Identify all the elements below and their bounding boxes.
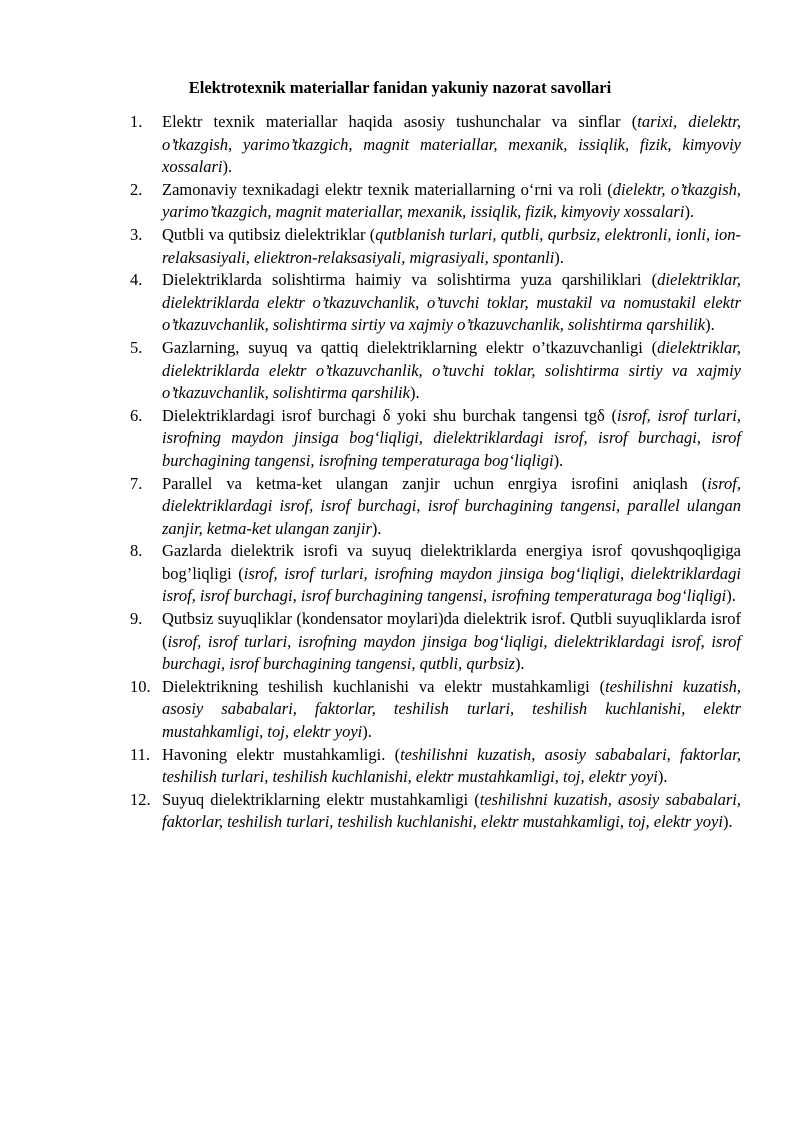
open-paren: ( [651,270,658,290]
close-paren: ). [514,654,525,674]
question-topics: teshilishni kuzatish, asosiy sababalari, faktorlar, teshilish turlari, teshilish kuchlanishi, elektr mustahkamligi, toj, elektr yoyi [162,676,742,742]
close-paren: ). [409,383,420,403]
question-item [100,269,741,337]
question-topics: dielektriklar, dielektriklarda elektr o’tkazuvchanlik, o’tuvchi toklar, solishtirma sirtiy va xajmiy o’tkazuvchanlik, solishtirma qarshilik [162,337,741,403]
question-main-text: Zamonaviy texnikadagi elektr texnik materiallarning o‘rni va roli [162,179,608,199]
question-main-text: Dielektriklardagi isrof burchagi δ yoki shu burchak tangensi tgδ [162,405,612,425]
question-topics: isrof, dielektriklardagi isrof, isrof burchagi, isrof burchagining tangensi, parallel ulangan zanjir, ketma-ket ulangan zanjir [162,473,741,538]
question-number: 6. [130,405,143,425]
question-number: 1. [130,112,143,131]
open-paren: ( [474,789,480,809]
question-topics: teshilishni kuzatish, asosiy sababalari, faktorlar, teshilish turlari, teshilish kuchlanishi, elektr mustahkamligi, toj, elektr yoyi [162,789,742,832]
question-topics: qutblanish turlari, qutbli, qurbsiz, elektronli, ionli, ion-relaksasiyali, eliektron-relaksasiyali, migrasiyali, spontanli [162,224,741,267]
close-paren: ). [657,767,668,787]
close-paren: ). [705,315,715,335]
question-topics: isrof, isrof turlari, isrofning maydon jinsiga bog‘liqligi, dielektriklardagi isrof, isrof burchagi, isrof burchagining tangensi, isrofning temperaturaga bog‘liqligi [162,563,742,606]
question-number: 7. [130,473,143,493]
question-item [100,224,741,269]
question-text [162,676,741,744]
question-item [100,111,741,179]
question-number: 11. [130,744,151,764]
question-text [162,337,741,405]
question-item [100,608,741,676]
open-paren: ( [394,744,401,764]
close-paren: ). [554,247,564,267]
question-item [100,337,741,405]
question-number: 8. [130,541,143,561]
question-number: 3. [130,224,143,244]
open-paren: ( [369,224,376,244]
close-paren: ). [684,202,695,222]
open-paren: ( [651,337,658,357]
open-paren: ( [162,631,168,651]
close-paren: ). [222,157,233,177]
question-item [100,405,741,473]
question-number: 5. [130,337,143,357]
question-text [162,111,741,179]
question-text [162,473,741,541]
question-text [162,269,741,337]
question-text [162,405,741,473]
close-paren: ). [362,722,372,742]
open-paren: ( [238,563,244,583]
question-main-text: Qutbli va qutibsiz dielektriklar [162,224,370,244]
question-topics: tarixi, dielektr, o’tkazgish, yarimo’tkazgich, magnit materiallar, mexanik, issiqlik, fizik, kimyoviy xossalari [162,112,741,177]
question-number: 12. [130,789,151,809]
question-text [162,224,741,269]
question-number: 4. [130,270,143,290]
question-main-text: Havoning elektr mustahkamligi. [162,744,395,764]
question-item [100,744,741,789]
close-paren: ). [722,812,733,832]
question-item [100,473,741,541]
question-topics: dielektriklar, dielektriklarda elektr o’tkazuvchanlik, o’tuvchi toklar, mustakil va nomustakil elektr o’tkazuvchanlik, solishtirma sirtiy va xajmiy o’tkazuvchanlik, solishtirma qarshilik [162,270,741,335]
question-main-text: Gazlarning, suyuq va qattiq dielektriklarning elektr o’tkazuvchanligi [162,337,652,357]
question-item [100,179,741,224]
question-number: 2. [130,179,143,199]
question-main-text: Dielektrikning teshilish kuchlanishi va elektr mustahkamligi [162,676,600,696]
question-main-text: Gazlarda dielektrik isrofi va suyuq dielektriklarda energiya isrof qovushqoqligiga bog’liqligi [162,541,741,583]
document-title: Elektrotexnik materiallar fanidan yakuniy nazorat savollari [188,78,612,97]
open-paren: ( [607,179,613,199]
question-number: 10. [130,676,151,696]
question-main-text: Qutbsiz suyuqliklar (kondensator moylari)da dielektrik isrof. Qutbli suyuqliklarda isrof [162,609,741,629]
open-paren: ( [701,473,708,493]
question-item [100,540,741,608]
close-paren: ). [371,518,382,538]
close-paren: ). [726,586,736,606]
question-topics: isrof, isrof turlari, isrofning maydon jinsiga bog‘liqligi, dielektriklardagi isrof, isrof burchagi, isrof burchagining tangensi, isrofning temperaturaga bog‘liqligi [162,405,741,470]
question-main-text: Parallel va ketma-ket ulangan zanjir uchun enrgiya isrofini aniqlash [162,473,702,493]
question-item [100,789,741,834]
question-main-text: Dielektriklarda solishtirma haimiy va solishtirma yuza qarshiliklari [162,270,652,290]
open-paren: ( [611,405,617,425]
question-topics: dielektr, o’tkazgish, yarimo’tkazgich, magnit materiallar, mexanik, issiqlik, fizik, kimyoviy xossalari [162,179,741,222]
question-main-text: Suyuq dielektriklarning elektr mustahkamligi [162,789,475,809]
question-text [162,608,741,676]
question-text [162,179,741,224]
question-list [100,111,741,834]
question-text [162,540,741,608]
question-topics: isrof, isrof turlari, isrofning maydon jinsiga bog‘liqligi, dielektriklardagi isrof, isrof burchagi, isrof burchagining tangensi, qutbli, qurbsiz [162,631,741,674]
question-text [162,744,741,789]
open-paren: ( [599,676,606,696]
question-main-text: Elektr texnik materiallar haqida asosiy tushunchalar va sinflar [162,112,632,131]
question-topics: teshilishni kuzatish, asosiy sababalari, faktorlar, teshilish turlari, teshilish kuchlanishi, elektr mustahkamligi, toj, elektr yoyi [162,744,741,787]
question-item [100,676,741,744]
close-paren: ). [553,450,564,470]
open-paren: ( [631,112,638,131]
question-number: 9. [130,609,143,629]
question-text [162,789,741,834]
